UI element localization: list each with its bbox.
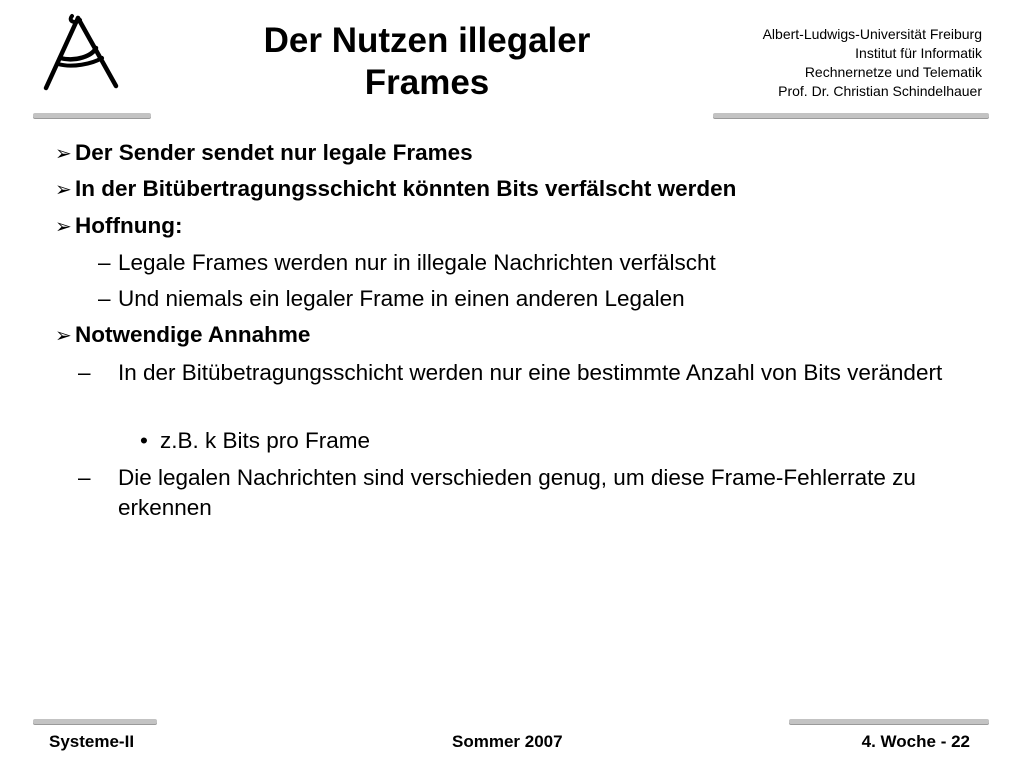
affiliation-block	[763, 25, 982, 101]
footer-term: Sommer 2007	[452, 732, 563, 751]
slide-title-line-1: Der Nutzen illegaler	[263, 21, 591, 60]
sub-sub-bullet-text: z.B. k Bits pro Frame	[160, 428, 371, 453]
affiliation-department: Rechnernetze und Telematik	[804, 64, 982, 80]
slide-title	[200, 20, 654, 104]
dash-bullet-icon: –	[78, 465, 91, 490]
arrow-bullet-icon: ➢	[55, 325, 72, 347]
footer-course: Systeme-II	[49, 732, 135, 751]
sub-bullet-text: Und niemals ein legaler Frame in einen anderen Legalen	[118, 286, 685, 311]
bullet-text: In der Bitübertragungsschicht könnten Bits verfälscht werden	[75, 176, 737, 201]
sub-bullet-item	[78, 358, 978, 388]
affiliation-institute: Institut für Informatik	[855, 45, 982, 61]
sub-bullet-text: Die legalen Nachrichten sind verschieden genug, um diese Frame-Fehlerrate zu erkennen	[118, 465, 916, 520]
header-rule-right	[713, 113, 989, 118]
sub-sub-bullet-item	[140, 426, 370, 456]
bullet-item	[55, 211, 182, 242]
footer-rule-left	[33, 719, 157, 724]
header-rule-left	[33, 113, 151, 118]
bullet-text: Notwendige Annahme	[75, 322, 311, 347]
arrow-bullet-icon: ➢	[55, 179, 72, 201]
university-logo	[40, 12, 124, 96]
footer-page-number: 4. Woche - 22	[861, 732, 970, 751]
arrow-bullet-icon: ➢	[55, 216, 72, 238]
slide-title-line-2: Frames	[364, 63, 490, 102]
sub-bullet-item	[98, 248, 716, 278]
sub-bullet-text: In der Bitübetragungsschicht werden nur eine bestimmte Anzahl von Bits verändert	[118, 360, 943, 385]
affiliation-professor: Prof. Dr. Christian Schindelhauer	[778, 83, 982, 99]
sub-bullet-item	[78, 463, 978, 523]
affiliation-university: Albert-Ludwigs-Universität Freiburg	[762, 26, 982, 42]
bullet-item	[55, 174, 736, 205]
arrow-bullet-icon: ➢	[55, 143, 72, 165]
bullet-item	[55, 320, 310, 351]
bullet-item	[55, 138, 473, 169]
bullet-text: Hoffnung:	[75, 213, 183, 238]
dash-bullet-icon: –	[78, 360, 91, 385]
bullet-text: Der Sender sendet nur legale Frames	[75, 140, 473, 165]
sub-bullet-text: Legale Frames werden nur in illegale Nachrichten verfälscht	[118, 250, 716, 275]
sub-bullet-item	[98, 284, 685, 314]
footer-rule-right	[789, 719, 989, 724]
dash-bullet-icon: –	[98, 286, 111, 311]
dash-bullet-icon: –	[98, 250, 111, 275]
dot-bullet-icon: •	[140, 428, 148, 453]
